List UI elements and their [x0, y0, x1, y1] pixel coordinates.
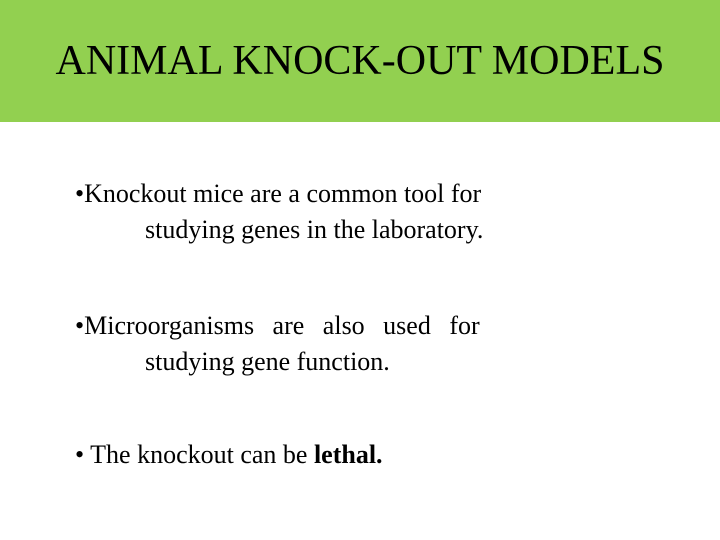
bullet-item-2	[75, 308, 480, 380]
bullet-item-3	[75, 437, 383, 473]
bullet-1-line-2: studying genes in the laboratory.	[145, 215, 484, 244]
bullet-marker: •	[75, 311, 85, 340]
bullet-3-bold-text: lethal.	[313, 440, 383, 469]
bullet-item-1	[75, 176, 483, 248]
bullet-2-line-1: Microorganisms are also used for	[84, 311, 480, 340]
slide-title: ANIMAL KNOCK-OUT MODELS	[55, 38, 665, 84]
bullet-3-text: The knockout can be	[90, 440, 314, 469]
bullet-marker: •	[75, 440, 85, 469]
bullet-2-line-2: studying gene function.	[145, 347, 390, 376]
bullet-1-line-1: Knockout mice are a common tool for	[84, 179, 482, 208]
bullet-marker: •	[75, 179, 85, 208]
